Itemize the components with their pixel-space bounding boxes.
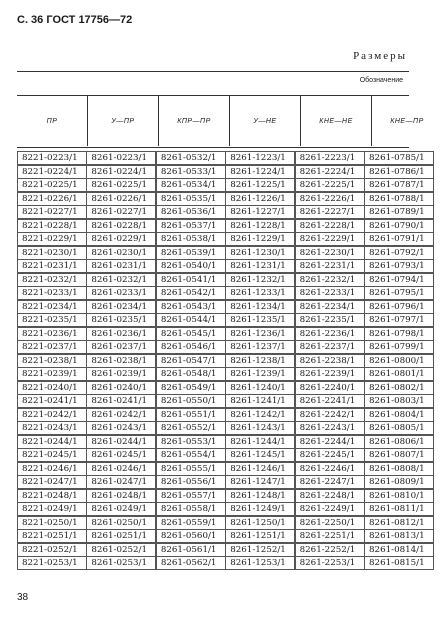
table-cell: 8261-2253/1 (295, 556, 365, 570)
table-cell: 8261-0538/1 (156, 232, 226, 246)
table-cell: 8261-0812/1 (364, 516, 434, 530)
table-cell: 8261-0244/1 (86, 435, 156, 449)
table-cell: 8261-0539/1 (156, 246, 226, 260)
table-cell: 8261-0247/1 (86, 475, 156, 489)
table-cell: 8261-0549/1 (156, 381, 226, 395)
table-cell: 8261-1231/1 (225, 259, 295, 273)
table-cell: 8261-2250/1 (295, 516, 365, 530)
table-cell: 8261-0787/1 (364, 178, 434, 192)
table-cell: 8221-0250/1 (17, 516, 87, 530)
table-cell: 8261-2237/1 (295, 340, 365, 354)
table-cell: 8261-1223/1 (225, 151, 295, 165)
table-cell: 8261-2239/1 (295, 367, 365, 381)
table-cell: 8261-0253/1 (86, 556, 156, 570)
table-cell: 8261-0792/1 (364, 246, 434, 260)
designation-label: Обозначение (359, 77, 403, 84)
table-cell: 8221-0243/1 (17, 421, 87, 435)
table-cell: 8261-1248/1 (225, 489, 295, 503)
table-row (17, 408, 425, 422)
table-cell: 8261-0801/1 (364, 367, 434, 381)
table-cell: 8221-0230/1 (17, 246, 87, 260)
column-header: КНЕ—ПР (371, 96, 442, 146)
table-cell: 8261-0239/1 (86, 367, 156, 381)
table-cell: 8261-0228/1 (86, 219, 156, 233)
table-cell: 8261-0233/1 (86, 286, 156, 300)
table-cell: 8261-2228/1 (295, 219, 365, 233)
table-row (17, 286, 425, 300)
table-cell: 8261-0550/1 (156, 394, 226, 408)
table-cell: 8261-0813/1 (364, 529, 434, 543)
table-cell: 8261-2240/1 (295, 381, 365, 395)
table-row (17, 475, 425, 489)
table-cell: 8221-0239/1 (17, 367, 87, 381)
table-row (17, 232, 425, 246)
table-cell: 8221-0225/1 (17, 178, 87, 192)
table-cell: 8261-2227/1 (295, 205, 365, 219)
table-top-rule (17, 71, 409, 72)
table-row (17, 529, 425, 543)
table-cell: 8261-0560/1 (156, 529, 226, 543)
table-cell: 8261-1238/1 (225, 354, 295, 368)
table-cell: 8221-0252/1 (17, 543, 87, 557)
table-row (17, 205, 425, 219)
table-cell: 8261-0237/1 (86, 340, 156, 354)
column-headers (17, 96, 424, 146)
table-cell: 8261-0540/1 (156, 259, 226, 273)
table-cell: 8261-1251/1 (225, 529, 295, 543)
header-bottom-rule (17, 147, 409, 148)
table-row (17, 300, 425, 314)
table-cell: 8261-2229/1 (295, 232, 365, 246)
table-cell: 8221-0247/1 (17, 475, 87, 489)
table-cell: 8221-0233/1 (17, 286, 87, 300)
table-cell: 8261-2241/1 (295, 394, 365, 408)
table-cell: 8261-2246/1 (295, 462, 365, 476)
table-cell: 8261-0231/1 (86, 259, 156, 273)
table-cell: 8261-0554/1 (156, 448, 226, 462)
table-cell: 8261-0250/1 (86, 516, 156, 530)
table-cell: 8261-2243/1 (295, 421, 365, 435)
table-cell: 8261-0235/1 (86, 313, 156, 327)
table-cell: 8261-2249/1 (295, 502, 365, 516)
table-cell: 8261-0807/1 (364, 448, 434, 462)
designation-table (17, 151, 425, 570)
table-cell: 8261-0788/1 (364, 192, 434, 206)
table-cell: 8261-0559/1 (156, 516, 226, 530)
table-cell: 8221-0237/1 (17, 340, 87, 354)
table-cell: 8261-2248/1 (295, 489, 365, 503)
table-row (17, 354, 425, 368)
table-cell: 8261-0793/1 (364, 259, 434, 273)
table-cell: 8221-0251/1 (17, 529, 87, 543)
table-cell: 8221-0248/1 (17, 489, 87, 503)
table-cell: 8261-0803/1 (364, 394, 434, 408)
table-cell: 8261-0797/1 (364, 313, 434, 327)
table-cell: 8261-0542/1 (156, 286, 226, 300)
table-cell: 8261-0794/1 (364, 273, 434, 287)
table-cell: 8261-1244/1 (225, 435, 295, 449)
table-cell: 8261-1233/1 (225, 286, 295, 300)
table-cell: 8261-1241/1 (225, 394, 295, 408)
table-row (17, 489, 425, 503)
table-cell: 8221-0245/1 (17, 448, 87, 462)
table-cell: 8261-0240/1 (86, 381, 156, 395)
table-cell: 8261-0552/1 (156, 421, 226, 435)
table-row (17, 192, 425, 206)
table-row (17, 327, 425, 341)
table-cell: 8261-0556/1 (156, 475, 226, 489)
table-cell: 8221-0226/1 (17, 192, 87, 206)
table-cell: 8261-1229/1 (225, 232, 295, 246)
table-cell: 8261-0532/1 (156, 151, 226, 165)
column-header: КНЕ—НЕ (300, 96, 371, 146)
table-row (17, 381, 425, 395)
table-cell: 8261-0557/1 (156, 489, 226, 503)
table-cell: 8261-0242/1 (86, 408, 156, 422)
table-cell: 8261-1237/1 (225, 340, 295, 354)
table-row (17, 462, 425, 476)
table-cell: 8261-1226/1 (225, 192, 295, 206)
page-header-title: С. 36 ГОСТ 17756—72 (17, 14, 133, 26)
table-cell: 8261-0798/1 (364, 327, 434, 341)
table-cell: 8261-2252/1 (295, 543, 365, 557)
table-cell: 8261-0562/1 (156, 556, 226, 570)
column-header: КПР—ПР (158, 96, 229, 146)
table-cell: 8261-1228/1 (225, 219, 295, 233)
table-row (17, 394, 425, 408)
table-cell: 8261-1253/1 (225, 556, 295, 570)
table-cell: 8261-0800/1 (364, 354, 434, 368)
table-row (17, 556, 425, 570)
table-cell: 8261-0809/1 (364, 475, 434, 489)
table-cell: 8261-1227/1 (225, 205, 295, 219)
table-row (17, 313, 425, 327)
table-cell: 8221-0240/1 (17, 381, 87, 395)
column-header: У—НЕ (229, 96, 300, 146)
table-cell: 8261-0248/1 (86, 489, 156, 503)
table-cell: 8261-0251/1 (86, 529, 156, 543)
table-row (17, 421, 425, 435)
table-cell: 8261-2231/1 (295, 259, 365, 273)
table-cell: 8261-0814/1 (364, 543, 434, 557)
table-cell: 8221-0228/1 (17, 219, 87, 233)
table-cell: 8261-2234/1 (295, 300, 365, 314)
table-cell: 8261-0553/1 (156, 435, 226, 449)
table-cell: 8221-0249/1 (17, 502, 87, 516)
table-cell: 8221-0224/1 (17, 165, 87, 179)
table-cell: 8261-0541/1 (156, 273, 226, 287)
table-cell: 8261-0223/1 (86, 151, 156, 165)
table-cell: 8221-0234/1 (17, 300, 87, 314)
table-cell: 8261-0236/1 (86, 327, 156, 341)
table-cell: 8261-1249/1 (225, 502, 295, 516)
table-cell: 8261-0226/1 (86, 192, 156, 206)
table-cell: 8261-0561/1 (156, 543, 226, 557)
table-cell: 8261-1225/1 (225, 178, 295, 192)
table-cell: 8261-0808/1 (364, 462, 434, 476)
table-cell: 8221-0238/1 (17, 354, 87, 368)
table-cell: 8261-1239/1 (225, 367, 295, 381)
table-cell: 8261-1246/1 (225, 462, 295, 476)
table-row (17, 273, 425, 287)
table-cell: 8261-0246/1 (86, 462, 156, 476)
table-cell: 8261-0234/1 (86, 300, 156, 314)
table-cell: 8261-1245/1 (225, 448, 295, 462)
table-cell: 8261-1232/1 (225, 273, 295, 287)
table-cell: 8261-2226/1 (295, 192, 365, 206)
table-cell: 8261-1242/1 (225, 408, 295, 422)
column-header: ПР (46, 117, 58, 125)
table-cell: 8261-0802/1 (364, 381, 434, 395)
table-cell: 8221-0231/1 (17, 259, 87, 273)
table-cell: 8261-0796/1 (364, 300, 434, 314)
table-cell: 8261-1235/1 (225, 313, 295, 327)
table-cell: 8261-0533/1 (156, 165, 226, 179)
table-cell: 8261-0227/1 (86, 205, 156, 219)
table-row (17, 259, 425, 273)
table-cell: 8261-0810/1 (364, 489, 434, 503)
table-cell: 8261-1240/1 (225, 381, 295, 395)
table-cell: 8261-0238/1 (86, 354, 156, 368)
table-cell: 8261-0805/1 (364, 421, 434, 435)
table-row (17, 367, 425, 381)
table-cell: 8261-0786/1 (364, 165, 434, 179)
table-cell: 8261-1224/1 (225, 165, 295, 179)
table-cell: 8261-0241/1 (86, 394, 156, 408)
table-cell: 8261-0536/1 (156, 205, 226, 219)
table-cell: 8221-0223/1 (17, 151, 87, 165)
table-cell: 8261-0537/1 (156, 219, 226, 233)
table-row (17, 502, 425, 516)
table-cell: 8261-2230/1 (295, 246, 365, 260)
table-cell: 8261-0806/1 (364, 435, 434, 449)
table-cell: 8261-0558/1 (156, 502, 226, 516)
table-row (17, 448, 425, 462)
table-cell: 8261-0535/1 (156, 192, 226, 206)
table-cell: 8261-0811/1 (364, 502, 434, 516)
table-cell: 8221-0242/1 (17, 408, 87, 422)
table-cell: 8261-0230/1 (86, 246, 156, 260)
table-cell: 8261-0534/1 (156, 178, 226, 192)
table-cell: 8261-2245/1 (295, 448, 365, 462)
table-cell: 8261-1243/1 (225, 421, 295, 435)
table-row (17, 178, 425, 192)
table-cell: 8261-0252/1 (86, 543, 156, 557)
table-cell: 8261-0546/1 (156, 340, 226, 354)
table-row (17, 435, 425, 449)
table-cell: 8221-0229/1 (17, 232, 87, 246)
table-cell: 8221-0253/1 (17, 556, 87, 570)
table-cell: 8261-0545/1 (156, 327, 226, 341)
sizes-label: Размеры (353, 50, 407, 62)
table-cell: 8261-0555/1 (156, 462, 226, 476)
table-row (17, 219, 425, 233)
table-cell: 8261-0544/1 (156, 313, 226, 327)
table-row (17, 340, 425, 354)
table-cell: 8261-0547/1 (156, 354, 226, 368)
table-cell: 8261-2224/1 (295, 165, 365, 179)
table-cell: 8261-0225/1 (86, 178, 156, 192)
column-header: У—ПР (87, 96, 158, 146)
table-cell: 8261-2223/1 (295, 151, 365, 165)
table-cell: 8261-1234/1 (225, 300, 295, 314)
table-cell: 8261-2242/1 (295, 408, 365, 422)
table-cell: 8221-0236/1 (17, 327, 87, 341)
table-row (17, 543, 425, 557)
table-cell: 8221-0244/1 (17, 435, 87, 449)
table-cell: 8261-0804/1 (364, 408, 434, 422)
table-cell: 8261-2251/1 (295, 529, 365, 543)
table-cell: 8261-1236/1 (225, 327, 295, 341)
table-cell: 8261-0815/1 (364, 556, 434, 570)
table-cell: 8261-0795/1 (364, 286, 434, 300)
table-cell: 8261-2236/1 (295, 327, 365, 341)
table-cell: 8261-2232/1 (295, 273, 365, 287)
table-cell: 8261-0551/1 (156, 408, 226, 422)
table-cell: 8261-0785/1 (364, 151, 434, 165)
table-cell: 8261-2225/1 (295, 178, 365, 192)
table-cell: 8261-2235/1 (295, 313, 365, 327)
table-cell: 8261-2238/1 (295, 354, 365, 368)
table-cell: 8261-2233/1 (295, 286, 365, 300)
table-cell: 8261-0548/1 (156, 367, 226, 381)
page-number: 38 (17, 592, 29, 603)
table-cell: 8261-2247/1 (295, 475, 365, 489)
table-row (17, 151, 425, 165)
table-cell: 8221-0232/1 (17, 273, 87, 287)
table-cell: 8221-0241/1 (17, 394, 87, 408)
table-cell: 8261-2244/1 (295, 435, 365, 449)
table-cell: 8221-0227/1 (17, 205, 87, 219)
table-row (17, 516, 425, 530)
table-cell: 8261-0224/1 (86, 165, 156, 179)
table-cell: 8261-0791/1 (364, 232, 434, 246)
table-cell: 8221-0235/1 (17, 313, 87, 327)
table-cell: 8261-0229/1 (86, 232, 156, 246)
table-cell: 8261-1247/1 (225, 475, 295, 489)
table-cell: 8261-0789/1 (364, 205, 434, 219)
table-row (17, 246, 425, 260)
table-cell: 8261-0243/1 (86, 421, 156, 435)
table-cell: 8261-1250/1 (225, 516, 295, 530)
table-row (17, 165, 425, 179)
table-cell: 8221-0246/1 (17, 462, 87, 476)
table-cell: 8261-0245/1 (86, 448, 156, 462)
table-cell: 8261-1252/1 (225, 543, 295, 557)
table-cell: 8261-0799/1 (364, 340, 434, 354)
table-cell: 8261-0232/1 (86, 273, 156, 287)
table-cell: 8261-0543/1 (156, 300, 226, 314)
table-cell: 8261-1230/1 (225, 246, 295, 260)
table-cell: 8261-0249/1 (86, 502, 156, 516)
table-cell: 8261-0790/1 (364, 219, 434, 233)
